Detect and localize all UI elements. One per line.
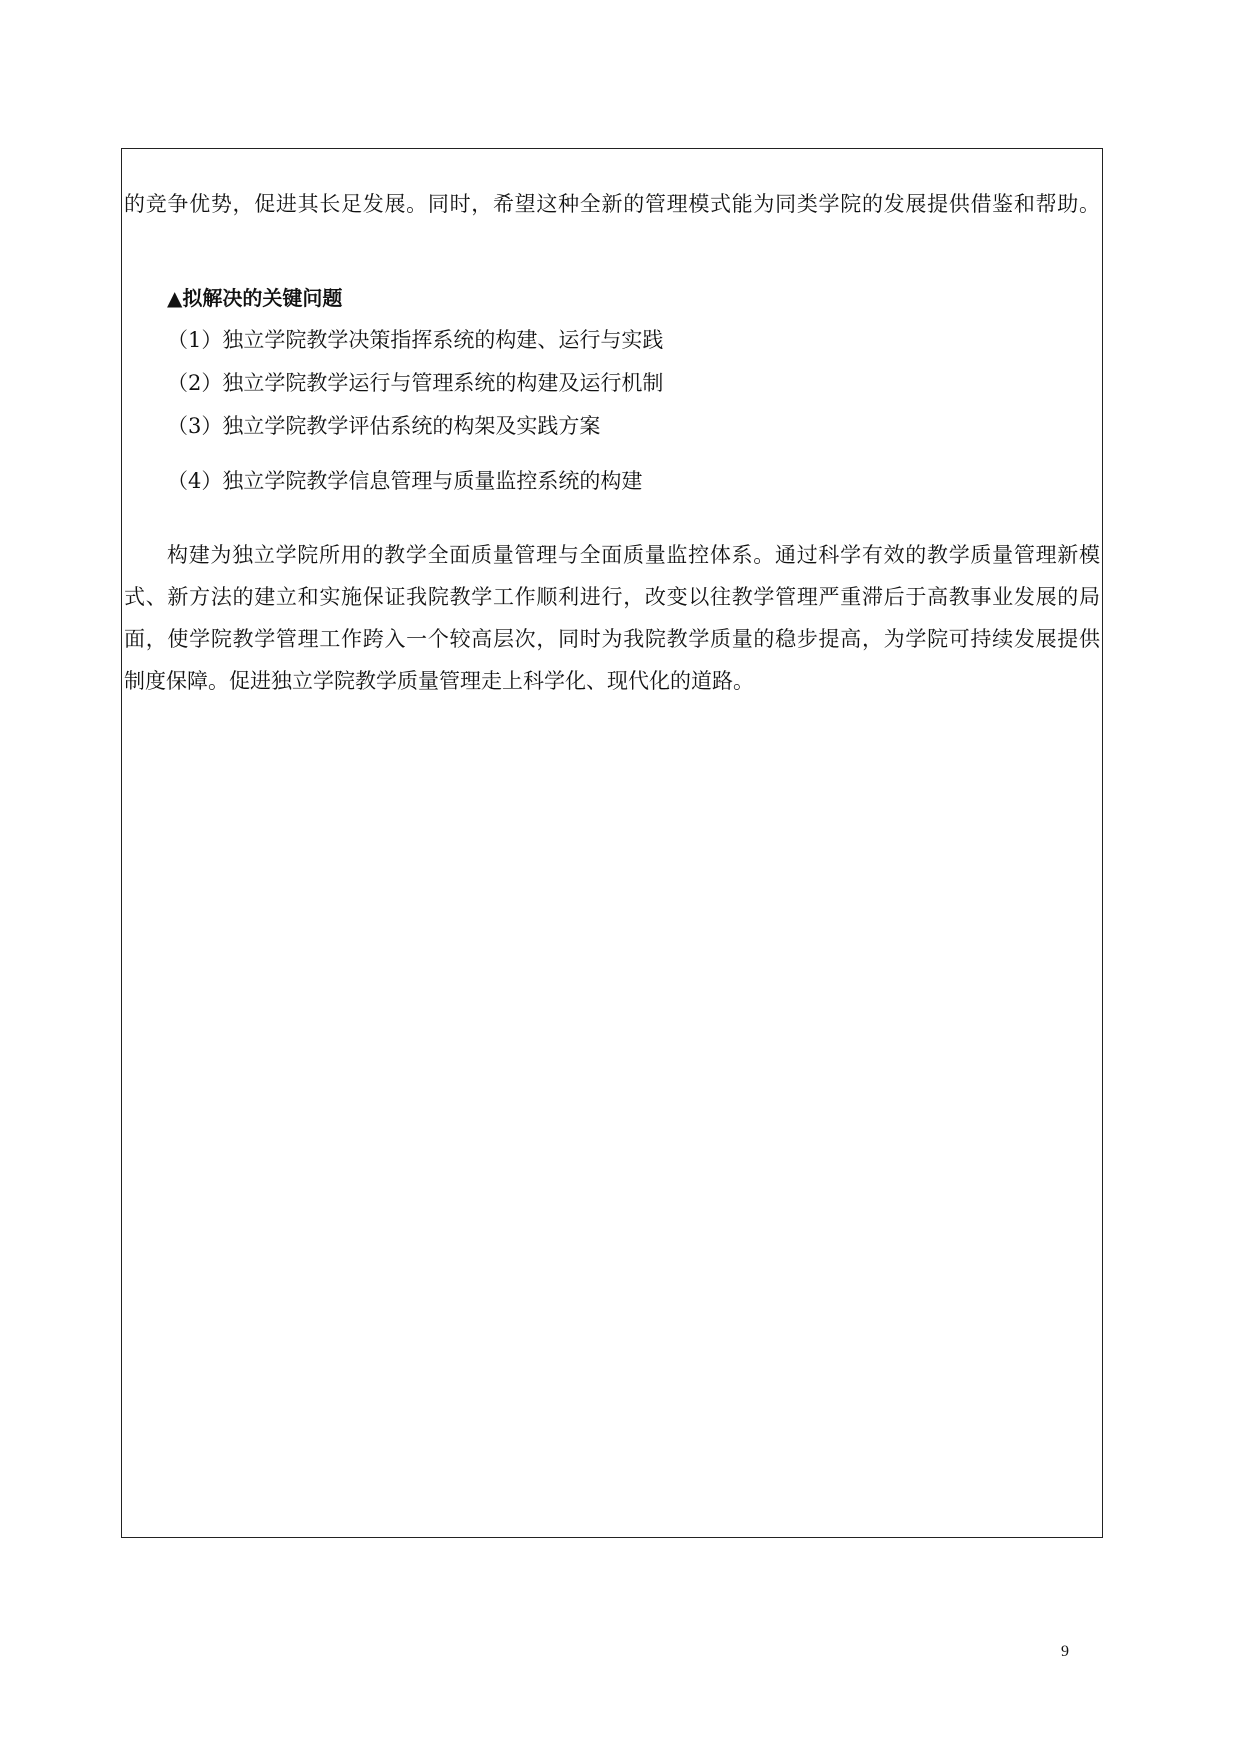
summary-line: 式、新方法的建立和实施保证我院教学工作顺利进行，改变以往教学管理严重滞后于高教事业发展的局 [124,585,1100,609]
page-number: 9 [1061,1643,1069,1660]
summary-line: 面，使学院教学管理工作跨入一个较高层次，同时为我院教学质量的稳步提高，为学院可持续发展提供 [124,627,1100,651]
key-problem-item: （4）独立学院教学信息管理与质量监控系统的构建 [167,469,643,493]
key-problem-item: （2）独立学院教学运行与管理系统的构建及运行机制 [167,371,664,395]
summary-line: 构建为独立学院所用的教学全面质量管理与全面质量监控体系。通过科学有效的教学质量管理新模 [167,543,1100,567]
section-heading: ▲拟解决的关键问题 [167,286,343,310]
key-problem-item: （1）独立学院教学决策指挥系统的构建、运行与实践 [167,328,664,352]
content-frame [121,148,1103,1538]
key-problem-item: （3）独立学院教学评估系统的构架及实践方案 [167,414,601,438]
continuation-text: 的竞争优势，促进其长足发展。同时，希望这种全新的管理模式能为同类学院的发展提供借鉴和帮助。 [124,192,1100,216]
summary-line: 制度保障。促进独立学院教学质量管理走上科学化、现代化的道路。 [124,669,754,693]
